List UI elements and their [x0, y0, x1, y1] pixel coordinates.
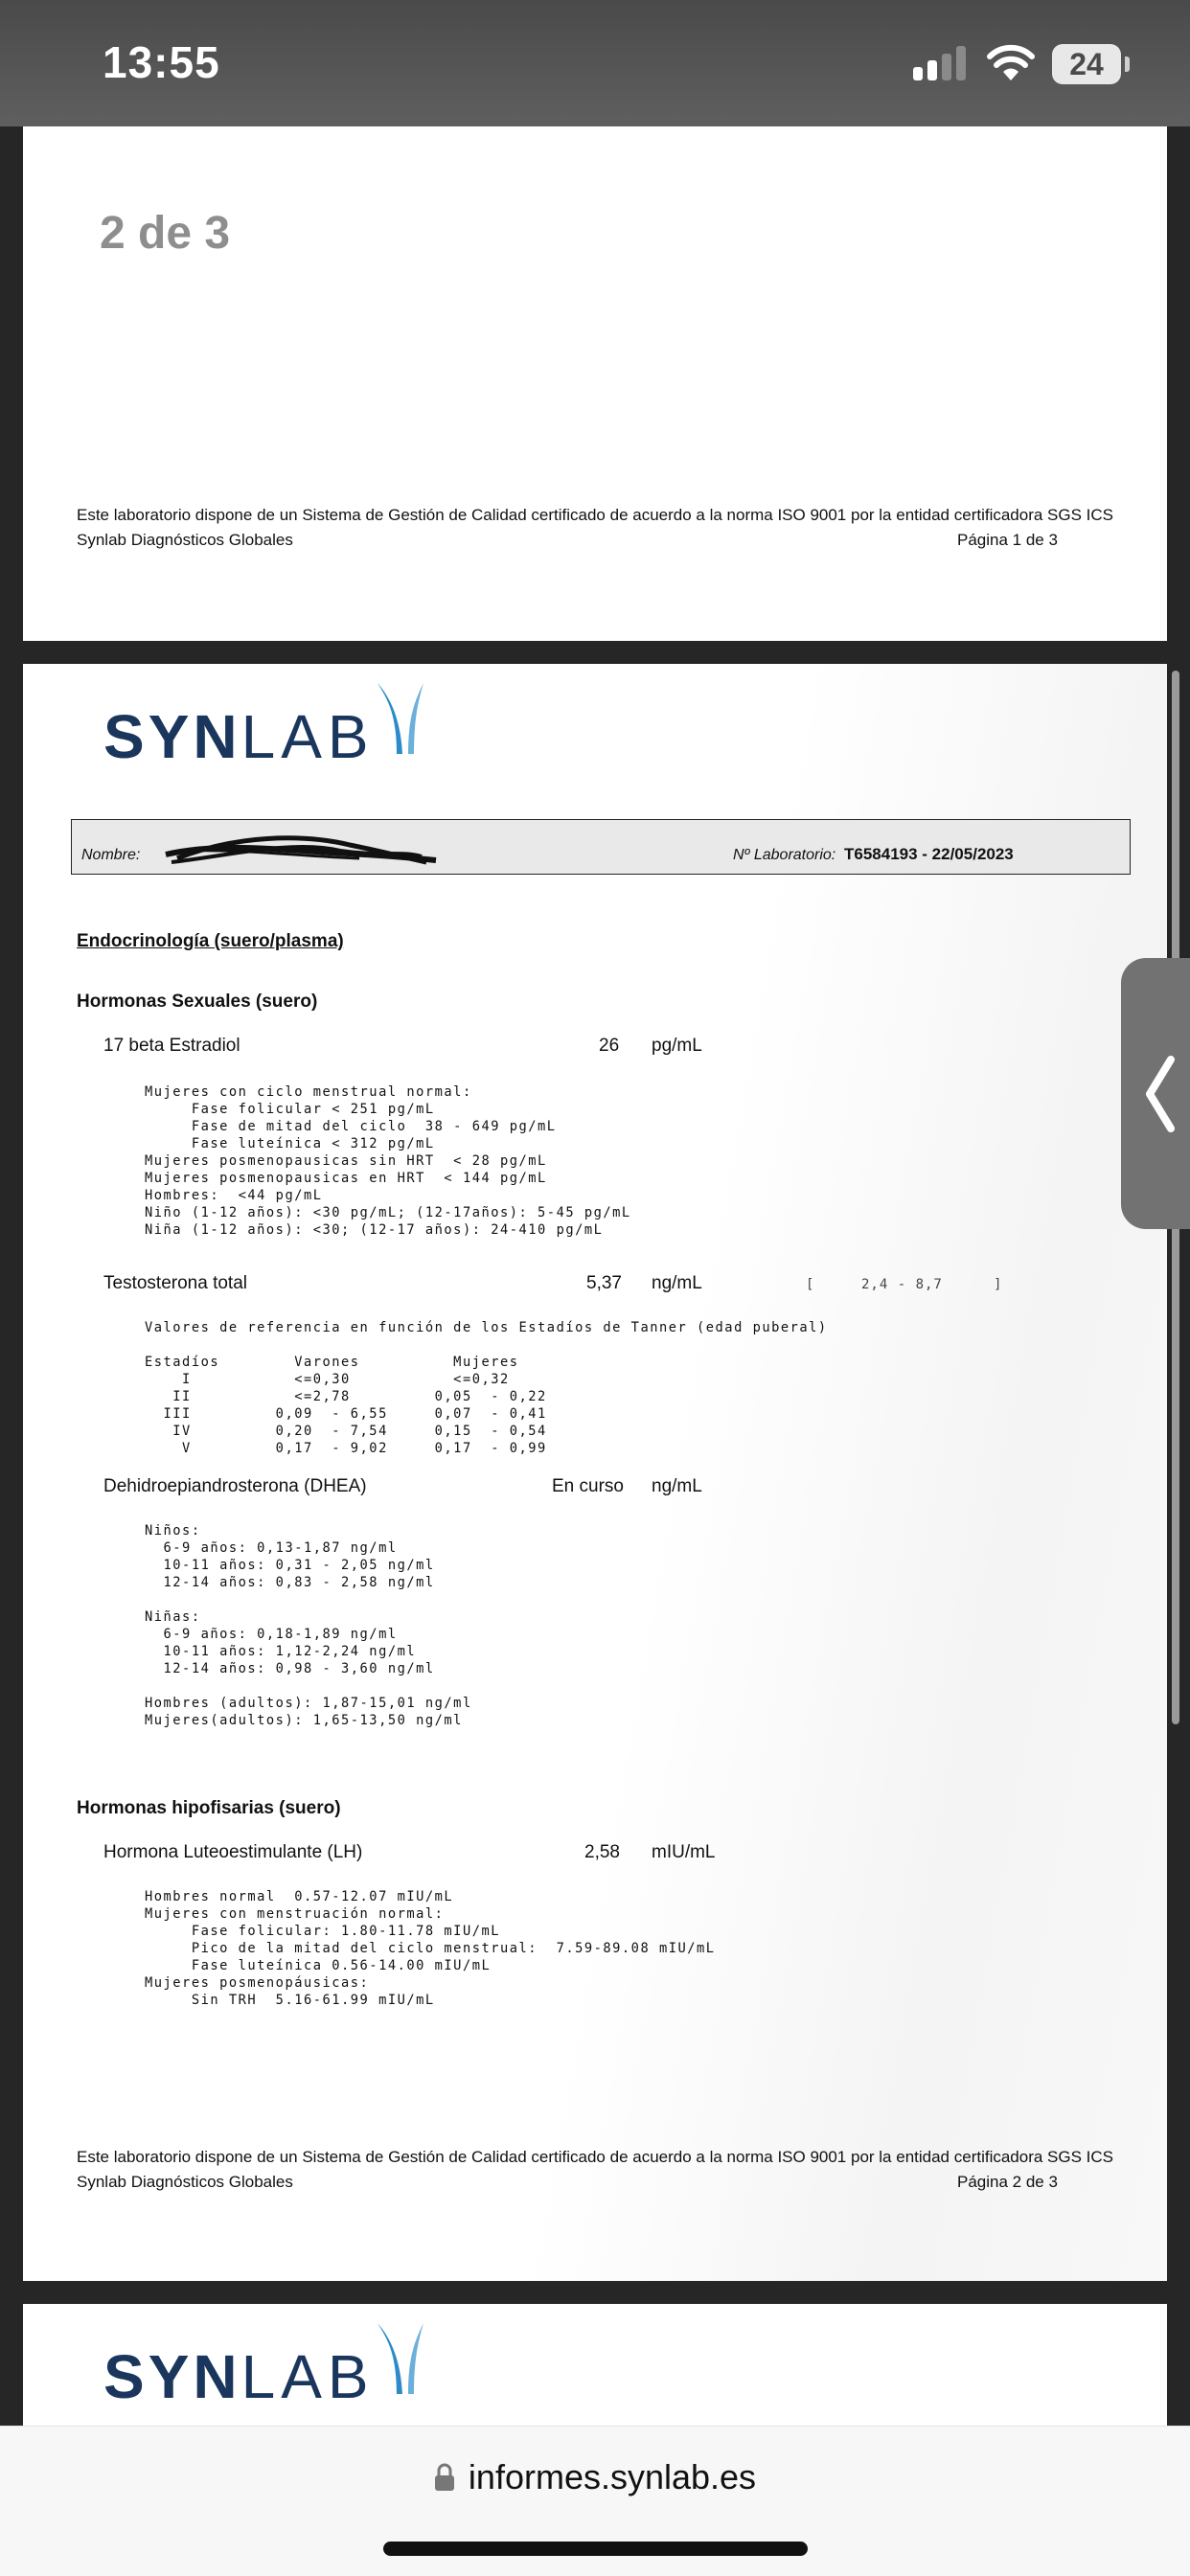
quality-note: Este laboratorio dispone de un Sistema de Gestión de Calidad certificado de acuerdo a la norma ISO 9001 por la entidad certificadora SGS ICS — [77, 2148, 1114, 2166]
reference-lh: Hombres normal 0.57-12.07 mIU/mL Mujeres con menstruación normal: Fase folicular: 1.80-11.78 mIU/mL Pico de la mitad del ciclo menstrual: 7.59-89.08 mIU/mL Fase luteínica 0.56-14.00 mIU/mL Mujeres posmenopáusicas: Sin TRH 5.16-61.99 mIU/mL — [145, 1888, 716, 2008]
synlab-logo: SYNLAB — [103, 2325, 375, 2407]
test-value-testosterone: 5,37 — [586, 1273, 622, 1293]
test-name-testosterone: Testosterona total — [103, 1273, 247, 1293]
group-title-pituitary: Hormonas hipofisarias (suero) — [77, 1798, 341, 1818]
reference-dhea: Niños: 6-9 años: 0,13-1,87 ng/ml 10-11 años: 0,31 - 2,05 ng/ml 12-14 años: 0,83 - 2,58 ng/ml Niñas: 6-9 años: 0,18-1,89 ng/ml 10-11 años: 1,12-2,24 ng/ml 12-14 años: 0,98 - 3,60 ng/ml Hombres (adultos): 1,87-15,01 ng/ml Mujeres(adultos): 1,65-13,50 ng/ml — [145, 1522, 472, 1728]
wifi-icon — [987, 44, 1035, 82]
reference-estradiol: Mujeres con ciclo menstrual normal: Fase folicular < 251 pg/mL Fase de mitad del ciclo 38 - 649 pg/mL Fase luteínica < 312 pg/mL Mujeres posmenopausicas sin HRT < 28 pg/mL Mujeres posmenopausicas en HRT < 144 pg/mL Hombres: <44 pg/mL Niño (1-12 años): <30 pg/mL; (12-17años): 5-45 pg/mL Niña (1-12 años): <30; (12-17 años): 24-410 pg/mL — [145, 1083, 631, 1238]
name-label: Nombre: — [81, 847, 141, 863]
lock-icon — [434, 2463, 455, 2492]
reference-range-testosterone: 2,4 - 8,7 — [861, 1277, 943, 1292]
test-unit-lh: mIU/mL — [652, 1842, 716, 1862]
test-name-estradiol: 17 beta Estradiol — [103, 1036, 240, 1056]
battery-icon — [1052, 44, 1121, 84]
document-page-2 — [23, 664, 1167, 2281]
battery-level: 24 — [1069, 47, 1104, 81]
page-counter: 2 de 3 — [100, 208, 231, 259]
section-title: Endocrinología (suero/plasma) — [77, 931, 344, 951]
company-name: Synlab Diagnósticos Globales — [77, 2173, 293, 2191]
test-unit-dhea: ng/mL — [652, 1476, 702, 1496]
page-number: Página 1 de 3 — [957, 531, 1058, 549]
logo-mark-icon — [374, 2321, 427, 2396]
range-close-bracket: ] — [994, 1277, 1003, 1292]
chevron-left-icon — [1144, 1056, 1177, 1132]
test-name-lh: Hormona Luteoestimulante (LH) — [103, 1842, 363, 1862]
synlab-logo: SYNLAB — [103, 685, 375, 767]
group-title-sex-hormones: Hormonas Sexuales (suero) — [77, 992, 318, 1012]
test-name-dhea: Dehidroepiandrosterona (DHEA) — [103, 1476, 367, 1496]
status-time: 13:55 — [103, 37, 220, 87]
home-indicator[interactable] — [383, 2542, 808, 2556]
reference-testosterone: Valores de referencia en función de los Estadíos de Tanner (edad puberal) Estadíos Varones Mujeres I <=0,30 <=0,32 II <=2,78 0,05 - 0,22 III 0,09 - 6,55 0,07 - 0,41 IV 0,20 - 7,54 0,15 - 0,54 V 0,17 - 9,02 0,17 - 0,99 — [145, 1319, 828, 1456]
test-unit-estradiol: pg/mL — [652, 1036, 702, 1056]
page-number: Página 2 de 3 — [957, 2173, 1058, 2191]
test-value-estradiol: 26 — [599, 1036, 620, 1056]
browser-bottom-bar — [0, 2426, 1190, 2576]
redaction-scribble — [158, 828, 446, 870]
side-panel-toggle[interactable] — [1121, 958, 1190, 1229]
lab-number-value: T6584193 - 22/05/2023 — [844, 845, 1014, 863]
patient-box — [71, 819, 1131, 875]
quality-note: Este laboratorio dispone de un Sistema de Gestión de Calidad certificado de acuerdo a la norma ISO 9001 por la entidad certificadora SGS ICS — [77, 506, 1114, 524]
lab-number-label: Nº Laboratorio: — [733, 847, 836, 863]
range-open-bracket: [ — [806, 1277, 815, 1292]
document-page-1 — [23, 126, 1167, 641]
test-unit-testosterone: ng/mL — [652, 1273, 702, 1293]
logo-mark-icon — [374, 681, 427, 756]
status-bar — [0, 0, 1190, 126]
battery-tip — [1125, 57, 1130, 72]
test-value-dhea: En curso — [552, 1476, 624, 1496]
signal-icon — [913, 46, 969, 80]
test-value-lh: 2,58 — [584, 1842, 620, 1862]
address-bar[interactable] — [0, 2457, 1190, 2497]
company-name: Synlab Diagnósticos Globales — [77, 531, 293, 549]
url-text: informes.synlab.es — [468, 2457, 757, 2496]
